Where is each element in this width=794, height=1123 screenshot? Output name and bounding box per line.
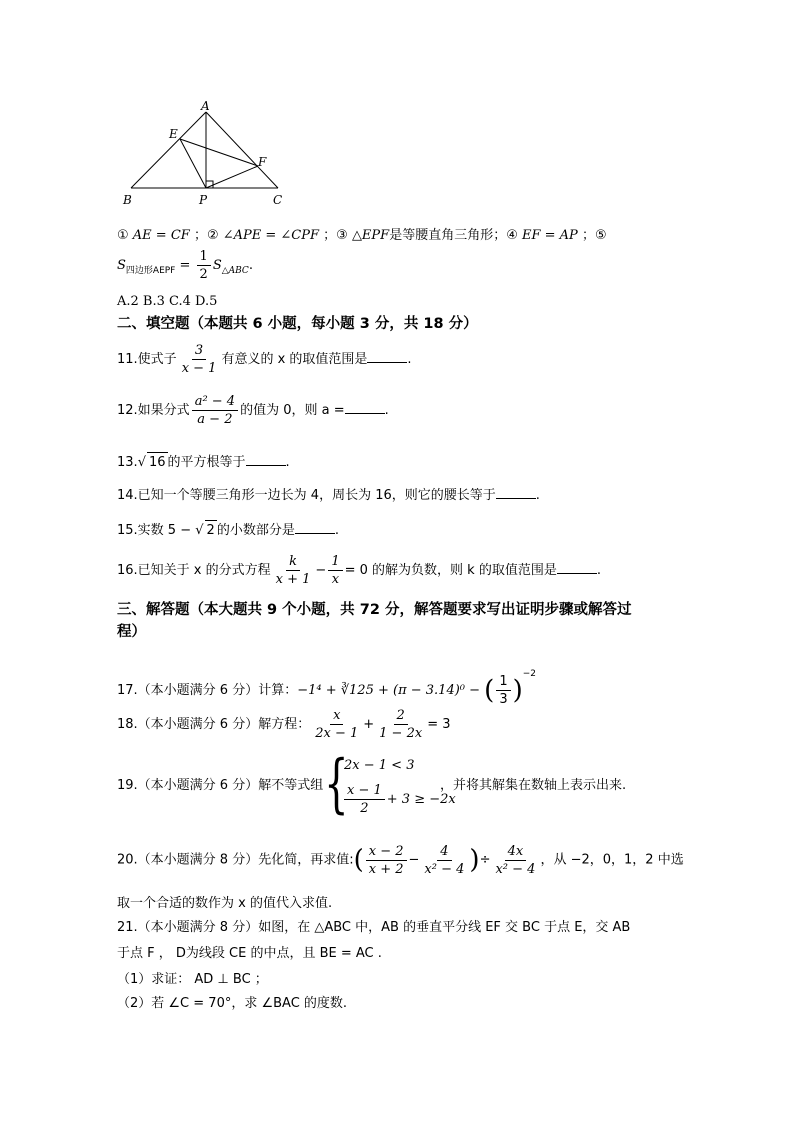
- q12-end: .: [384, 403, 389, 418]
- sqrt-sign: √: [137, 455, 146, 470]
- q18-fraction-2: [376, 709, 425, 740]
- q18-fraction-1: [312, 709, 361, 740]
- area-subscript: 四边形AEPF: [125, 266, 176, 276]
- q18-den1: 2x − 1: [315, 726, 359, 741]
- side-ab: [131, 112, 206, 188]
- q15-prefix: 15.实数 5 −: [117, 523, 196, 538]
- q10-options: A.2 B.3 C.4 D.5: [117, 294, 218, 309]
- frac-num: 1: [197, 250, 211, 266]
- q19-inequality-2-rest: + 3 ≥ −2x: [386, 792, 456, 807]
- q20-fraction-2: [421, 845, 467, 876]
- half-fraction: [197, 250, 211, 281]
- stmt-2-num: ；②: [189, 228, 223, 243]
- q18-plus: +: [363, 717, 375, 732]
- label-p: P: [199, 193, 208, 207]
- q19-fraction: [344, 784, 385, 815]
- right-paren: ): [512, 675, 523, 706]
- equals: =: [175, 258, 195, 273]
- q21-part2: （2）若 ∠C = 70°，求 ∠BAC 的度数.: [117, 996, 348, 1011]
- q20-fraction-1: [366, 845, 407, 876]
- sqrt-sign: √: [195, 523, 204, 538]
- q18-prefix: 18.（本小题满分 6 分）解方程：: [117, 717, 311, 732]
- q10-statements: [117, 226, 607, 246]
- q20-prefix: 20.（本小题满分 8 分）先化简，再求值:: [117, 852, 354, 868]
- q16-num1: k: [286, 555, 300, 571]
- q19-inequality-2: [342, 780, 456, 820]
- side-ac: [206, 112, 278, 188]
- left-paren: (: [353, 845, 364, 875]
- q20-divide: ÷: [479, 852, 491, 868]
- triangle-figure: [118, 100, 298, 210]
- q20-num2: 4: [437, 845, 451, 861]
- q15-radicand: 2: [205, 520, 217, 541]
- q14-text: 14.已知一个等腰三角形一边长为 4，周长为 16，则它的腰长等于: [117, 488, 496, 503]
- q11-num: 3: [192, 344, 206, 360]
- q20-den3: x² − 4: [495, 861, 536, 877]
- section-3-title-line1: 三、解答题（本大题共 9 个小题，共 72 分，解答题要求写出证明步骤或解答过: [117, 602, 632, 618]
- q11-end: .: [407, 352, 412, 367]
- q21-part1: （1）求证： AD ⊥ BC ；: [117, 972, 268, 987]
- period: .: [248, 258, 253, 273]
- q20-suffix: ，从 −2，0，1，2 中选: [540, 852, 684, 868]
- q16-prefix: 16.已知关于 x 的分式方程: [117, 563, 271, 578]
- q13: [117, 452, 290, 473]
- q17-num: 1: [496, 675, 510, 691]
- stmt-4: EF = AP: [522, 228, 578, 243]
- q11-suffix: 有意义的 x 的取值范围是: [221, 352, 368, 367]
- q11-prefix: 11.使式子: [117, 352, 177, 367]
- q16-num2: 1: [328, 555, 342, 571]
- q13-end: .: [285, 455, 290, 470]
- q17-fraction: [496, 675, 510, 706]
- q19-inequality-1: 2x − 1 < 3: [344, 758, 415, 773]
- q19-num: x − 1: [344, 784, 385, 800]
- q15: [117, 520, 339, 541]
- stmt-3-num: ；③: [319, 228, 352, 243]
- q20-minus: −: [408, 852, 420, 868]
- q16-end: .: [596, 563, 601, 578]
- q15-suffix: 的小数部分是: [216, 523, 295, 538]
- label-b: B: [123, 193, 132, 207]
- q20-fraction-3: [492, 845, 538, 876]
- q18-num2: 2: [394, 709, 408, 725]
- q14-answer-blank[interactable]: [496, 486, 536, 499]
- q16-minus: −: [315, 563, 327, 578]
- q16-fraction-1: [273, 555, 314, 586]
- q20-line2: 取一个合适的数作为 x 的值代入求值.: [117, 896, 333, 911]
- q16-answer-blank[interactable]: [557, 561, 597, 574]
- area-subscript-2: △ABC: [221, 266, 249, 276]
- q12-answer-blank[interactable]: [345, 401, 385, 414]
- q18-rhs: = 3: [427, 717, 451, 732]
- q13-answer-blank[interactable]: [246, 453, 286, 466]
- stmt-1: AE = CF: [132, 228, 190, 243]
- q18-num1: x: [330, 709, 343, 725]
- q14-end: .: [535, 488, 540, 503]
- stmt-3a: △EPF: [351, 228, 390, 243]
- q21-line2: 于点 F ， D为线段 CE 的中点，且 BE = AC .: [117, 946, 382, 961]
- q11: [117, 340, 412, 380]
- stmt-3b: 是等腰直角三角形；④: [389, 228, 522, 243]
- q16-den2: x: [331, 572, 340, 587]
- q13-prefix: 13.: [117, 455, 138, 470]
- q18: [117, 704, 450, 746]
- q15-end: .: [334, 523, 339, 538]
- system-brace: {: [324, 747, 349, 821]
- q20-den1: x + 2: [368, 861, 404, 877]
- section-3-title-line2: 程）: [117, 624, 146, 640]
- q15-answer-blank[interactable]: [295, 521, 335, 534]
- q12: [117, 390, 389, 432]
- q11-den: x − 1: [181, 361, 217, 376]
- q11-answer-blank[interactable]: [367, 350, 407, 363]
- area-symbol-2: S: [212, 258, 222, 273]
- q19-prefix: 19.（本小题满分 6 分）解不等式组: [117, 778, 324, 793]
- q20: [117, 838, 684, 883]
- q12-prefix: 12.如果分式: [117, 403, 190, 418]
- q17-expression: −1⁴ + ∛125 + (π − 3.14)⁰ −: [297, 683, 485, 698]
- stmt-1-num: ①: [117, 228, 133, 243]
- label-c: C: [273, 193, 283, 207]
- left-paren: (: [484, 675, 495, 706]
- q21-line1: 21.（本小题满分 8 分）如图，在 △ABC 中，AB 的垂直平分线 EF 交 BC 于点 E，交 AB: [117, 920, 631, 935]
- q16-fraction-2: [328, 555, 342, 586]
- segment-pf: [206, 166, 258, 188]
- q13-radicand: 16: [147, 452, 168, 473]
- label-e: E: [169, 127, 178, 141]
- stmt-5-num: ；⑤: [577, 228, 607, 243]
- label-f: F: [258, 155, 267, 169]
- q20-num1: x − 2: [366, 845, 407, 861]
- q11-fraction: [179, 344, 220, 375]
- q16-den1: x + 1: [275, 572, 311, 587]
- q17-den: 3: [499, 692, 508, 707]
- right-paren: ): [469, 845, 480, 875]
- stmt-2: ∠APE = ∠CPF: [222, 228, 320, 243]
- q12-den: a − 2: [197, 412, 233, 427]
- q16: [117, 550, 601, 592]
- q10-statement-5: [117, 250, 253, 284]
- q19-suffix: ，并将其解集在数轴上表示出来.: [440, 778, 627, 793]
- q12-fraction: [192, 395, 238, 426]
- q20-den2: x² − 4: [424, 861, 465, 877]
- q17-exponent: −2: [522, 669, 537, 679]
- q18-den2: 1 − 2x: [379, 726, 423, 741]
- label-a: A: [201, 100, 210, 113]
- q19-den: 2: [360, 801, 369, 816]
- q14: [117, 486, 540, 506]
- q13-suffix: 的平方根等于: [167, 455, 246, 470]
- area-symbol: S: [117, 258, 126, 273]
- frac-den: 2: [199, 267, 208, 282]
- q20-num3: 4x: [505, 845, 527, 861]
- q17-prefix: 17.（本小题满分 6 分）计算：: [117, 683, 298, 698]
- q12-num: a² − 4: [192, 395, 238, 411]
- q16-suffix: = 0 的解为负数，则 k 的取值范围是: [344, 563, 557, 578]
- section-2-title: 二、填空题（本题共 6 小题，每小题 3 分，共 18 分）: [117, 316, 478, 332]
- q12-suffix: 的值为 0，则 a =: [240, 403, 345, 418]
